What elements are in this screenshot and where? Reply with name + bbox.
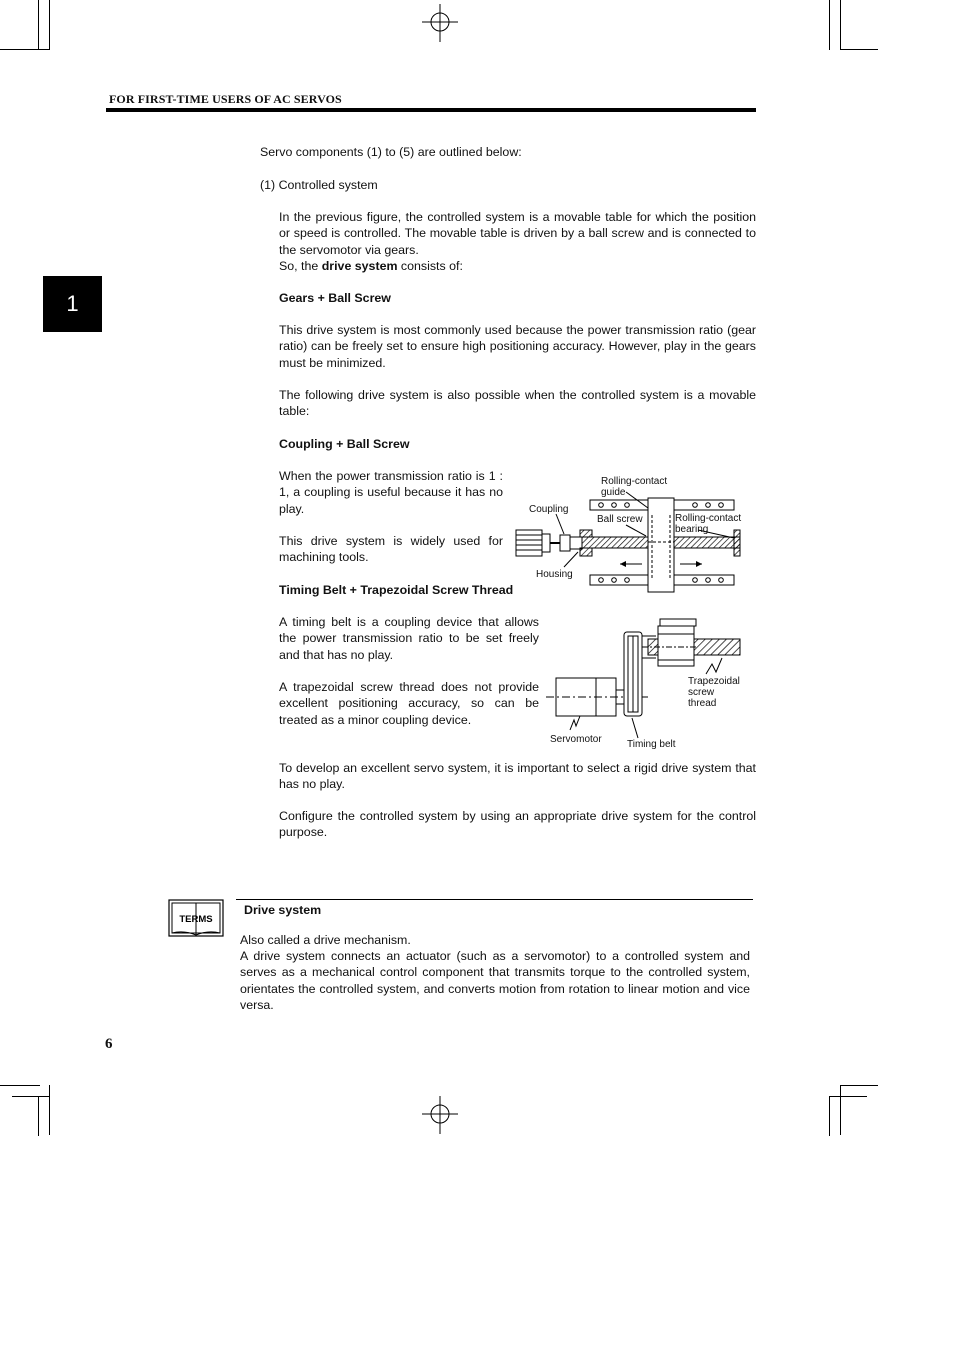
terms-label: TERMS [179, 914, 213, 925]
crop-mark [0, 49, 50, 50]
label-rolling-bearing-2: bearing [675, 524, 709, 535]
section-heading-controlled-system: (1) Controlled system [260, 178, 378, 192]
text: So, the [279, 259, 322, 273]
label-coupling: Coupling [529, 504, 569, 515]
timing-paragraph-2: A trapezoidal screw thread does not provide excellent positioning accuracy, so can be treated as a minor coupling device. [279, 680, 539, 727]
crop-mark [49, 1085, 50, 1135]
label-rolling-guide-2: guide [601, 487, 626, 498]
also-possible-paragraph: The following drive system is also possible when the controlled system is a movable table: [279, 388, 756, 419]
running-header: FOR FIRST-TIME USERS OF AC SERVOS [109, 92, 342, 106]
crop-mark [829, 1096, 867, 1097]
terms-line1: Also called a drive mechanism. [240, 933, 411, 947]
servomotor-body [516, 530, 542, 556]
heading-coupling-ball-screw: Coupling + Ball Screw [279, 437, 410, 451]
heading-timing-belt: Timing Belt + Trapezoidal Screw Thread [279, 583, 514, 597]
label-housing: Housing [536, 569, 573, 580]
registration-mark-top [420, 4, 460, 44]
page-number: 6 [105, 1036, 113, 1052]
guide-rail-bottom-right [674, 575, 734, 585]
coupling-paragraph-2: This drive system is widely used for machining tools. [279, 534, 503, 565]
crop-mark [840, 1085, 841, 1135]
crop-mark [829, 0, 830, 50]
chapter-tab [43, 276, 102, 332]
label-trapezoidal-3: thread [688, 698, 717, 709]
section1-paragraph: In the previous figure, the controlled system is a movable table for which the position or speed is controlled. The movable table is driven by a ball screw and is connected to the servomotor via gears. [279, 210, 756, 257]
crop-mark [49, 0, 50, 50]
closing-paragraph-2: Configure the controlled system by using an appropriate drive system for the control purpose. [279, 809, 756, 840]
crop-mark [12, 1096, 50, 1097]
coupling-part [560, 535, 570, 551]
heading-gears-ball-screw: Gears + Ball Screw [279, 291, 391, 305]
header-rule [106, 108, 756, 112]
label-rolling-guide: Rolling-contact [601, 476, 668, 487]
crop-mark [0, 1085, 40, 1086]
chapter-number: 1 [66, 291, 79, 316]
registration-mark-bottom [420, 1096, 460, 1136]
terms-body: A drive system connects an actuator (such as a servomotor) to a controlled system and serves as a mechanical control component that transmits torque to the controlled system, orientates the controlled system, and converts motion from rotation to linear motion and vice versa. [240, 949, 750, 1012]
label-ball-screw: Ball screw [597, 514, 643, 525]
housing-left [580, 548, 592, 556]
crop-mark [840, 0, 841, 50]
drive-system-term: drive system [321, 259, 398, 273]
coupling-paragraph-1: When the power transmission ratio is 1 : 1, a coupling is useful because it has no play. [279, 469, 503, 516]
guide-rail-top-right [674, 500, 734, 510]
timing-paragraph-1: A timing belt is a coupling device that allows the power transmission ratio to be set freely and that has no play. [279, 615, 539, 662]
terms-rule [236, 899, 753, 900]
bearing-right [734, 530, 740, 556]
text: consists of: [397, 259, 463, 273]
crop-mark [38, 1096, 39, 1136]
crop-mark [38, 0, 39, 50]
label-rolling-bearing: Rolling-contact [675, 513, 742, 524]
intro-text: Servo components (1) to (5) are outlined below: [260, 145, 522, 159]
label-trapezoidal-2: screw [688, 687, 715, 698]
closing-paragraph-1: To develop an excellent servo system, it is important to select a rigid drive system that has no play. [279, 761, 756, 792]
crop-mark [840, 49, 878, 50]
terms-book-icon [168, 899, 224, 939]
crop-mark [840, 1085, 878, 1086]
label-trapezoidal: Trapezoidal [688, 676, 740, 687]
crop-mark [829, 1096, 830, 1136]
timing-belt-figure [546, 614, 751, 754]
terms-heading: Drive system [244, 903, 322, 917]
label-servomotor: Servomotor [550, 734, 602, 745]
coupling-ball-screw-figure [508, 470, 748, 594]
section1-drive-line [279, 258, 756, 274]
label-timing-belt: Timing belt [627, 739, 676, 750]
gears-paragraph: This drive system is most commonly used because the power transmission ratio (gear ratio) can be freely set to ensure high positioning accuracy. However, play in the gears must be minimized. [279, 323, 756, 370]
